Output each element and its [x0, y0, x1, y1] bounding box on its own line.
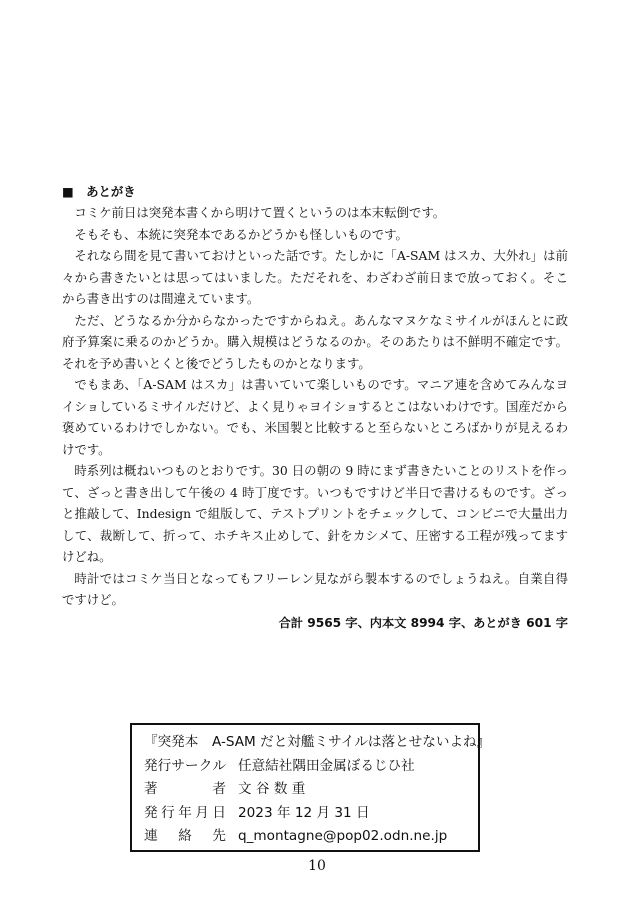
colophon-label-author: 著 者: [144, 781, 226, 797]
page-number: 10: [308, 858, 326, 874]
colophon-row-contact: [144, 825, 478, 849]
colophon-box: [130, 723, 491, 852]
colophon-title: 『突発本 A-SAM だと対艦ミサイルは落とせないよね』: [144, 734, 491, 750]
afterword-paragraph: コミケ前日は突発本書くから明けて置くというのは本末転倒です。: [74, 205, 446, 220]
colophon-row-author: [144, 778, 478, 802]
colophon-value-date: 2023 年 12 月 31 日: [238, 804, 370, 821]
colophon-label-contact: 連 絡 先: [144, 828, 226, 844]
colophon-value-author: 文 谷 数 重: [238, 781, 306, 797]
colophon-label-date: 発 行 年 月 日: [144, 804, 226, 821]
colophon-row-date: [144, 802, 478, 826]
afterword-heading: ■ あとがき: [62, 184, 136, 199]
afterword-paragraph: でもまあ、「A-SAM はスカ」は書いていて楽しいものです。マニア連を含めてみんなヨイショしているミサイルだけど、よく見りゃヨイショするとこはないわけです。国産だから褒めているわけでしかない。でも、米国製と比較すると至らないところばかりが見えるわけです。: [62, 377, 568, 457]
character-count: 合計 9565 字、内本文 8994 字、あとがき 601 字: [278, 615, 568, 630]
colophon-label-circle: 発 行 サ ー ク ル: [144, 757, 226, 774]
afterword-paragraph: 時系列は概ねいつものとおりです。30 日の朝の 9 時にまず書きたいことのリストを作って、ざっと書き出して午後の 4 時丁度です。いつもですけど半日で書けるものです。ざっと推敲して、Indesign で組版して、テストプリントをチェックして、コンビニで大量出力して、裁断して、折って、ホチキス止めして、針をカシメて、圧密する工程が残ってますけどね。: [62, 463, 568, 564]
colophon-value-contact: q_montagne@pop02.odn.ne.jp: [238, 828, 448, 844]
afterword-section: [62, 181, 568, 634]
colophon-value-circle: 任意結社隅田金属ぼるじひ社: [238, 757, 415, 774]
afterword-paragraph: 時計ではコミケ当日となってもフリーレン見ながら製本するのでしょうねえ。自業自得ですけど。: [62, 570, 568, 607]
afterword-paragraph: そもそも、本統に突発本であるかどうかも怪しいものです。: [74, 226, 408, 242]
afterword-paragraph: それなら間を見て書いておけといった話です。たしかに「A-SAM はスカ、大外れ」は前々から書きたいとは思ってはいました。ただそれを、わざわざ前日まで放っておく。そこから書き出すのは間違えています。: [62, 248, 568, 306]
colophon-row-circle: [144, 755, 478, 779]
afterword-paragraph: ただ、どうなるか分からなかったですからねえ。あんなマヌケなミサイルがほんとに政府予算案に乗るのかどうか。購入規模はどうなるのか。そのあたりは不鮮明不確定です。それを予め書いとくと後でどうしたものかとなります。: [62, 312, 568, 371]
